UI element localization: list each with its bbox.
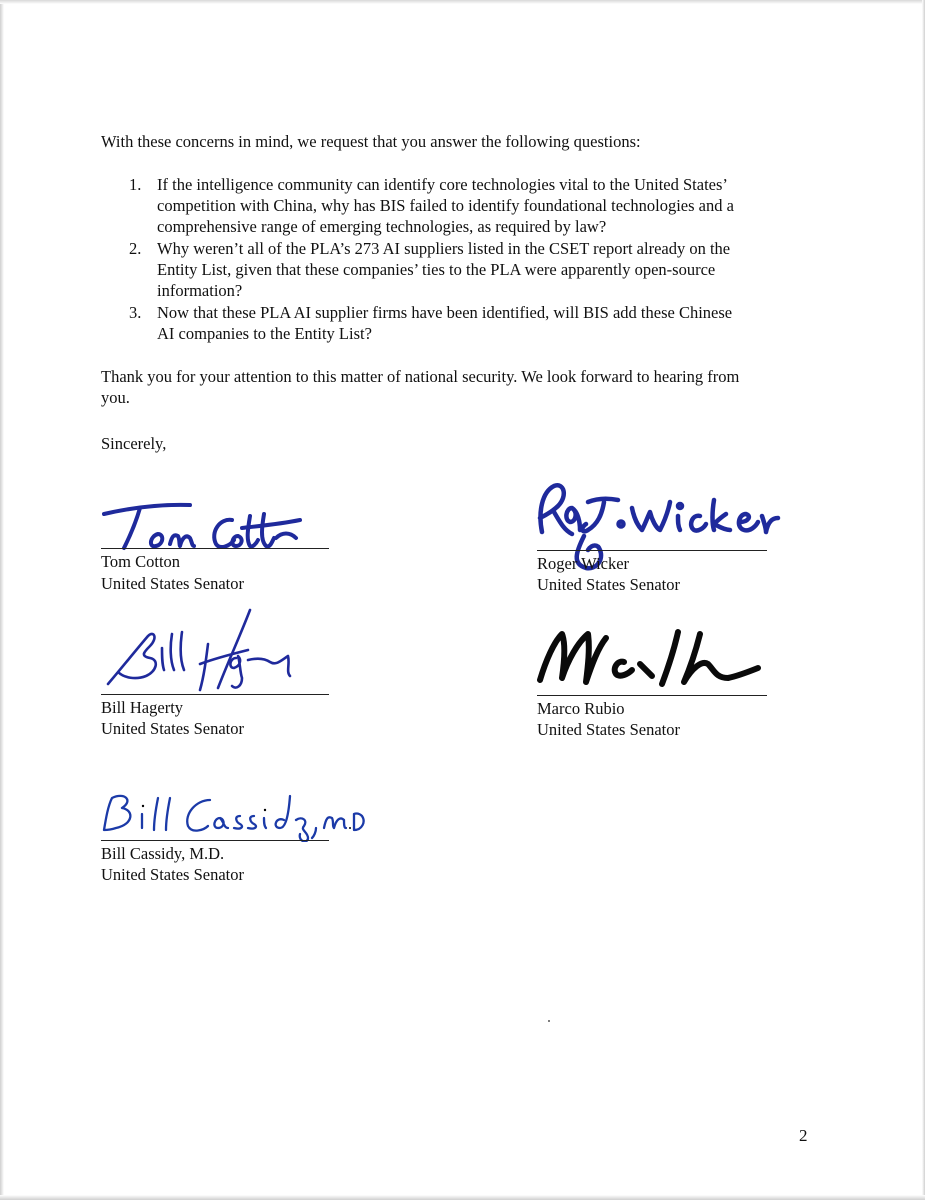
signatory-name: Roger Wicker <box>537 554 630 573</box>
signatory-title: United States Senator <box>537 720 680 739</box>
question-line: AI companies to the Entity List? <box>157 324 372 343</box>
signature-line <box>101 840 329 841</box>
page-number: 2 <box>799 1126 808 1145</box>
question-line: If the intelligence community can identify core technologies vital to the United States’ <box>157 175 728 194</box>
signature-line <box>537 695 767 696</box>
question-line: comprehensive range of emerging technologies, as required by law? <box>157 217 607 236</box>
question-number: 2. <box>129 239 142 258</box>
intro-paragraph: With these concerns in mind, we request that you answer the following questions: <box>101 132 641 151</box>
signatory-name: Tom Cotton <box>101 552 181 571</box>
signatory-title: United States Senator <box>537 575 680 594</box>
question-number: 3. <box>129 303 142 322</box>
thanks-line: Thank you for your attention to this matter of national security. We look forward to hearing from <box>101 367 740 386</box>
page-edge-shadow <box>0 0 925 4</box>
question-item <box>101 302 821 344</box>
signature-cassidy <box>96 786 366 842</box>
scan-speck <box>548 1020 550 1022</box>
signatory-name: Bill Hagerty <box>101 698 184 717</box>
thanks-line: you. <box>101 388 130 407</box>
thanks-paragraph <box>101 366 821 408</box>
signature-hagerty <box>100 600 300 696</box>
signature-line <box>537 550 767 551</box>
question-number: 1. <box>129 175 142 194</box>
signatory-title: United States Senator <box>101 719 244 738</box>
page-edge-shadow <box>0 0 4 1200</box>
signature-line <box>101 694 329 695</box>
question-item <box>101 174 821 237</box>
question-list <box>101 174 821 344</box>
question-line: Why weren’t all of the PLA’s 273 AI suppliers listed in the CSET report already on the <box>157 239 731 258</box>
signature-line <box>101 548 329 549</box>
signatory-title: United States Senator <box>101 865 244 884</box>
signatory-name: Marco Rubio <box>537 699 625 718</box>
question-item <box>101 238 821 301</box>
question-line: information? <box>157 281 243 300</box>
question-line: competition with China, why has BIS failed to identify foundational technologies and a <box>157 196 734 215</box>
closing: Sincerely, <box>101 434 167 453</box>
question-line: Now that these PLA AI supplier firms have been identified, will BIS add these Chinese <box>157 303 733 322</box>
signature-rubio <box>532 620 762 692</box>
signature-cotton <box>100 496 310 556</box>
signatory-title: United States Senator <box>101 574 244 593</box>
question-line: Entity List, given that these companies’ ties to the PLA were apparently open-source <box>157 260 716 279</box>
signatory-name: Bill Cassidy, M.D. <box>101 844 225 863</box>
page-edge-shadow <box>0 1195 925 1200</box>
